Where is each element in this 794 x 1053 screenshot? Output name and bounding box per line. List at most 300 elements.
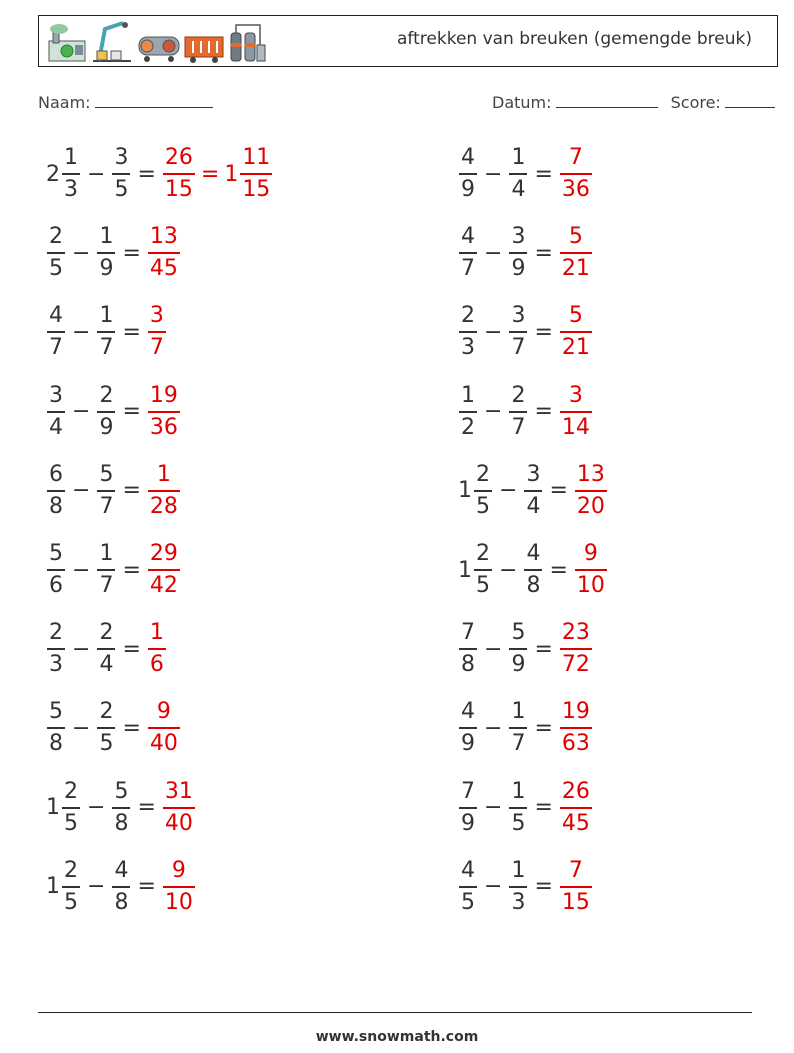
subtrahend-fraction <box>509 622 527 676</box>
subtrahend-fraction-denominator: 5 <box>114 177 129 202</box>
answer-fraction-bar <box>560 331 592 333</box>
answer-fraction <box>560 778 592 836</box>
answer <box>162 147 273 201</box>
minuend-fraction-numerator: 2 <box>64 857 78 883</box>
subtrahend-fraction-bar <box>509 727 527 729</box>
minuend-fraction-bar <box>459 252 477 254</box>
answer-fraction <box>560 857 592 915</box>
answer-fraction-numerator: 13 <box>576 461 605 487</box>
answer-fraction-numerator: 9 <box>171 857 186 883</box>
answer-fraction-numerator: 29 <box>149 541 178 566</box>
minuend-whole: 1 <box>458 557 472 583</box>
answer-fraction-numerator: 7 <box>568 145 583 170</box>
minuend-fraction-numerator: 6 <box>49 461 63 487</box>
answer-fraction-denominator: 7 <box>149 335 164 361</box>
subtrahend-fraction-numerator: 1 <box>511 778 526 804</box>
subtrahend-fraction-numerator: 1 <box>511 145 526 170</box>
minuend-fraction <box>459 701 477 755</box>
minus-sign: − <box>499 557 518 583</box>
subtrahend-fraction-bar <box>112 173 130 175</box>
answer-fraction-bar <box>148 331 166 333</box>
worksheet-title: aftrekken van breuken (gemengde breuk) <box>397 29 752 49</box>
subtrahend-fraction-numerator: 4 <box>526 541 541 566</box>
subtrahend-fraction <box>509 382 527 440</box>
equals-sign: = <box>534 636 553 662</box>
problem-item <box>458 614 593 684</box>
minuend-fraction-denominator: 9 <box>461 810 475 836</box>
minus-sign: − <box>484 399 503 425</box>
equals-sign: = <box>534 795 553 821</box>
subtrahend-fraction-bar <box>112 807 130 809</box>
subtrahend-fraction <box>509 147 527 201</box>
minuend-fraction <box>459 382 477 440</box>
minuend-fraction-numerator: 2 <box>461 303 475 329</box>
equals-sign: = <box>534 715 553 741</box>
equals-sign: = <box>122 399 141 425</box>
score-blank[interactable] <box>725 93 775 108</box>
name-blank[interactable] <box>95 93 213 108</box>
minus-sign: − <box>484 636 503 662</box>
subtrahend-fraction-denominator: 9 <box>99 256 114 282</box>
answer-mixed-fraction-bar <box>240 173 272 175</box>
date-blank[interactable] <box>556 93 658 108</box>
subtrahend-fraction-numerator: 3 <box>511 224 526 250</box>
minuend-fraction <box>459 857 477 915</box>
subtrahend-fraction-bar <box>112 886 130 888</box>
answer-fraction <box>560 226 592 280</box>
minuend-fraction-bar <box>47 727 65 729</box>
answer-fraction-bar <box>575 490 607 492</box>
minuend-fraction-denominator: 5 <box>476 573 490 598</box>
equals-sign: = <box>549 557 568 583</box>
answer-fraction <box>560 382 592 440</box>
answer <box>147 305 167 359</box>
answer <box>559 857 593 915</box>
answer-fraction-numerator: 5 <box>568 224 583 250</box>
subtrahend-fraction <box>509 226 527 280</box>
answer <box>559 147 593 201</box>
minuend-fraction-denominator: 3 <box>64 177 78 202</box>
equals-sign: = <box>137 874 156 900</box>
minuend-fraction-numerator: 5 <box>49 541 63 566</box>
minus-sign: − <box>484 319 503 345</box>
minuend-fraction-numerator: 5 <box>49 699 63 725</box>
minus-sign: − <box>72 399 91 425</box>
minuend-fraction <box>474 543 492 597</box>
answer-fraction <box>575 543 607 597</box>
minuend-fraction-denominator: 9 <box>461 731 475 757</box>
minuend-fraction-bar <box>459 331 477 333</box>
answer-fraction-denominator: 10 <box>164 889 193 915</box>
minus-sign: − <box>499 478 518 504</box>
answer-fraction-bar <box>148 648 166 650</box>
answer-fraction-numerator: 19 <box>149 382 178 408</box>
footer-url: www.snowmath.com <box>315 1029 479 1045</box>
subtrahend-fraction-numerator: 2 <box>511 382 526 408</box>
score-label: Score: <box>670 93 721 112</box>
minuend-fraction <box>62 147 80 201</box>
minus-sign: − <box>72 557 91 583</box>
answer-equals-sign: = <box>200 161 220 187</box>
answer <box>147 543 181 597</box>
subtrahend-fraction <box>524 461 542 519</box>
subtrahend-fraction-bar <box>509 886 527 888</box>
subtrahend-fraction-denominator: 7 <box>511 335 526 361</box>
answer-fraction-denominator: 42 <box>149 573 178 598</box>
subtrahend-fraction-bar <box>97 727 115 729</box>
answer-fraction-bar <box>148 727 180 729</box>
minus-sign: − <box>484 715 503 741</box>
minuend-fraction-bar <box>62 886 80 888</box>
minuend-fraction <box>62 778 80 836</box>
answer-fraction-denominator: 36 <box>561 177 590 202</box>
subtrahend-fraction <box>112 857 130 915</box>
subtrahend-fraction <box>97 461 115 519</box>
minuend-whole: 1 <box>46 874 60 900</box>
minuend-fraction-denominator: 5 <box>461 889 475 915</box>
answer-fraction <box>148 305 166 359</box>
answer-fraction-denominator: 40 <box>164 810 193 836</box>
answer <box>559 382 593 440</box>
answer-fraction <box>148 461 180 519</box>
answer <box>574 461 608 519</box>
subtrahend-fraction-denominator: 9 <box>511 652 526 678</box>
subtrahend-fraction-numerator: 3 <box>114 145 129 170</box>
header-box <box>38 15 778 67</box>
subtrahend-fraction-denominator: 4 <box>99 652 114 678</box>
answer-fraction-bar <box>148 490 180 492</box>
subtrahend-fraction-denominator: 5 <box>99 731 114 757</box>
minuend-fraction-bar <box>47 331 65 333</box>
problem-item <box>46 139 273 209</box>
minuend-fraction-bar <box>459 411 477 413</box>
answer-fraction-numerator: 9 <box>583 541 598 566</box>
subtrahend-fraction-numerator: 1 <box>99 541 114 566</box>
minuend-fraction-bar <box>62 807 80 809</box>
answer-fraction-denominator: 45 <box>561 810 590 836</box>
answer-fraction <box>148 543 180 597</box>
equals-sign: = <box>122 557 141 583</box>
minus-sign: − <box>484 161 503 187</box>
answer-fraction-numerator: 31 <box>164 778 193 804</box>
answer-fraction-denominator: 20 <box>576 493 605 519</box>
subtrahend-fraction-numerator: 2 <box>99 699 114 725</box>
equals-sign: = <box>122 240 141 266</box>
answer <box>147 701 181 755</box>
minuend-whole: 1 <box>46 795 60 821</box>
problem-item <box>458 535 608 605</box>
answer-fraction-bar <box>148 411 180 413</box>
subtrahend-fraction-bar <box>97 648 115 650</box>
minuend-fraction-bar <box>459 886 477 888</box>
subtrahend-fraction-numerator: 5 <box>114 778 129 804</box>
answer-mixed-whole: 1 <box>224 161 239 187</box>
answer <box>559 778 593 836</box>
answer <box>162 778 196 836</box>
minuend-fraction <box>47 305 65 359</box>
subtrahend-fraction <box>112 147 130 201</box>
equals-sign: = <box>534 240 553 266</box>
answer-fraction <box>560 622 592 676</box>
subtrahend-fraction-numerator: 1 <box>99 303 114 329</box>
answer-fraction-bar <box>148 252 180 254</box>
answer-mixed-fraction <box>240 147 272 201</box>
subtrahend-fraction-numerator: 3 <box>511 303 526 329</box>
subtrahend-fraction-denominator: 4 <box>511 177 526 202</box>
answer-fraction-denominator: 72 <box>561 652 590 678</box>
problem-item <box>458 456 608 526</box>
subtrahend-fraction-numerator: 1 <box>511 857 526 883</box>
answer-fraction-denominator: 15 <box>561 889 590 915</box>
answer-fraction-denominator: 6 <box>149 652 164 678</box>
subtrahend-fraction <box>524 543 542 597</box>
answer-fraction-numerator: 5 <box>568 303 583 329</box>
minuend-fraction-bar <box>62 173 80 175</box>
subtrahend-fraction-denominator: 7 <box>99 573 114 598</box>
minuend-fraction <box>47 461 65 519</box>
minuend-fraction <box>459 147 477 201</box>
answer-fraction-numerator: 19 <box>561 699 590 725</box>
answer-fraction-denominator: 15 <box>164 177 193 202</box>
subtrahend-fraction-bar <box>509 807 527 809</box>
equals-sign: = <box>122 319 141 345</box>
subtrahend-fraction <box>97 701 115 755</box>
equals-sign: = <box>534 319 553 345</box>
minuend-fraction-denominator: 9 <box>461 177 475 202</box>
minuend-fraction-bar <box>47 569 65 571</box>
answer <box>147 461 181 519</box>
subtrahend-fraction-bar <box>97 569 115 571</box>
minus-sign: − <box>484 240 503 266</box>
answer-fraction-denominator: 63 <box>561 731 590 757</box>
answer-fraction <box>148 226 180 280</box>
answer-fraction-bar <box>560 727 592 729</box>
answer-fraction-numerator: 26 <box>164 145 193 170</box>
minuend-fraction-bar <box>459 648 477 650</box>
equals-sign: = <box>137 795 156 821</box>
problem-item <box>458 139 593 209</box>
subtrahend-fraction <box>97 382 115 440</box>
subtrahend-fraction-denominator: 7 <box>99 493 114 519</box>
minuend-fraction-numerator: 7 <box>461 620 475 646</box>
answer-fraction <box>560 305 592 359</box>
minuend-fraction-bar <box>47 252 65 254</box>
answer <box>574 543 608 597</box>
subtrahend-fraction-bar <box>97 490 115 492</box>
minuend-fraction-bar <box>474 490 492 492</box>
minuend-fraction-numerator: 4 <box>461 699 475 725</box>
minuend-fraction-numerator: 2 <box>476 541 490 566</box>
answer-fraction <box>163 147 195 201</box>
subtrahend-fraction-bar <box>509 331 527 333</box>
subtrahend-fraction <box>97 543 115 597</box>
answer-fraction <box>575 461 607 519</box>
minuend-fraction-denominator: 5 <box>64 889 78 915</box>
minuend-fraction-bar <box>47 411 65 413</box>
answer-fraction <box>148 382 180 440</box>
minuend-fraction-denominator: 8 <box>49 731 63 757</box>
answer-fraction-bar <box>163 886 195 888</box>
subtrahend-fraction-denominator: 4 <box>526 493 541 519</box>
answer-fraction <box>163 778 195 836</box>
minuend-fraction <box>459 778 477 836</box>
subtrahend-fraction <box>509 305 527 359</box>
minuend-fraction-bar <box>459 727 477 729</box>
minuend-fraction <box>47 543 65 597</box>
minuend-fraction <box>47 622 65 676</box>
minuend-fraction-denominator: 7 <box>461 256 475 282</box>
subtrahend-fraction-denominator: 8 <box>114 810 129 836</box>
minuend-fraction-denominator: 5 <box>64 810 78 836</box>
subtrahend-fraction-numerator: 1 <box>511 699 526 725</box>
name-label: Naam: <box>38 93 91 112</box>
minuend-fraction-denominator: 8 <box>49 493 63 519</box>
subtrahend-fraction <box>509 701 527 755</box>
answer <box>147 382 181 440</box>
equals-sign: = <box>122 636 141 662</box>
answer-fraction <box>560 701 592 755</box>
answer-fraction-denominator: 21 <box>561 256 590 282</box>
subtrahend-fraction-bar <box>509 648 527 650</box>
problem-item <box>46 377 181 447</box>
answer-fraction <box>560 147 592 201</box>
subtrahend-fraction-denominator: 3 <box>511 889 526 915</box>
minuend-fraction-numerator: 4 <box>461 224 475 250</box>
subtrahend-fraction-denominator: 8 <box>114 889 129 915</box>
minus-sign: − <box>72 715 91 741</box>
answer-fraction-bar <box>560 886 592 888</box>
minuend-fraction <box>459 305 477 359</box>
subtrahend-fraction <box>509 778 527 836</box>
subtrahend-fraction <box>97 305 115 359</box>
minuend-fraction-bar <box>474 569 492 571</box>
subtrahend-fraction-bar <box>524 569 542 571</box>
minuend-fraction <box>47 701 65 755</box>
minuend-fraction-denominator: 5 <box>476 493 490 519</box>
minuend-fraction-bar <box>459 807 477 809</box>
subtrahend-fraction-bar <box>509 252 527 254</box>
subtrahend-fraction-denominator: 7 <box>511 731 526 757</box>
minuend-fraction-denominator: 4 <box>49 414 63 440</box>
equals-sign: = <box>534 399 553 425</box>
answer-fraction-denominator: 45 <box>149 256 178 282</box>
answer-fraction-numerator: 1 <box>156 461 171 487</box>
answer-fraction-denominator: 10 <box>576 573 605 598</box>
subtrahend-fraction-denominator: 8 <box>526 573 541 598</box>
subtrahend-fraction <box>112 778 130 836</box>
subtrahend-fraction-numerator: 4 <box>114 857 129 883</box>
equals-sign: = <box>122 478 141 504</box>
minus-sign: − <box>87 874 106 900</box>
answer-fraction-numerator: 26 <box>561 778 590 804</box>
name-field <box>38 93 213 112</box>
minuend-fraction <box>474 461 492 519</box>
problem-item <box>46 535 181 605</box>
subtrahend-fraction-numerator: 1 <box>99 224 114 250</box>
answer-fraction-numerator: 3 <box>149 303 164 329</box>
minuend-fraction-numerator: 3 <box>49 382 63 408</box>
footer-divider <box>38 1012 752 1013</box>
minus-sign: − <box>72 319 91 345</box>
minuend-whole: 2 <box>46 161 60 187</box>
subtrahend-fraction-bar <box>97 331 115 333</box>
subtrahend-fraction-denominator: 7 <box>99 335 114 361</box>
problem-item <box>458 218 593 288</box>
answer-fraction-bar <box>148 569 180 571</box>
equals-sign: = <box>549 478 568 504</box>
minuend-fraction-denominator: 5 <box>49 256 63 282</box>
minus-sign: − <box>87 161 106 187</box>
answer <box>559 622 593 676</box>
subtrahend-fraction-denominator: 7 <box>511 414 526 440</box>
answer-fraction-numerator: 13 <box>149 224 178 250</box>
industry-logo-icon <box>45 21 267 63</box>
minuend-fraction-bar <box>459 173 477 175</box>
problem-item <box>458 693 593 763</box>
minuend-fraction-numerator: 7 <box>461 778 475 804</box>
minuend-fraction-numerator: 2 <box>49 224 63 250</box>
minuend-fraction <box>47 226 65 280</box>
answer-fraction-denominator: 36 <box>149 414 178 440</box>
answer-mixed-fraction-numerator: 11 <box>242 145 271 170</box>
minuend-fraction <box>459 622 477 676</box>
answer <box>147 622 167 676</box>
problem-item <box>46 218 181 288</box>
answer-fraction-numerator: 1 <box>149 620 164 646</box>
equals-sign: = <box>534 874 553 900</box>
answer-fraction-numerator: 9 <box>156 699 171 725</box>
answer <box>147 226 181 280</box>
subtrahend-fraction-bar <box>524 490 542 492</box>
minuend-fraction-numerator: 4 <box>461 857 475 883</box>
answer-fraction-bar <box>575 569 607 571</box>
subtrahend-fraction-numerator: 2 <box>99 620 114 646</box>
answer-fraction-bar <box>163 807 195 809</box>
subtrahend-fraction-numerator: 2 <box>99 382 114 408</box>
subtrahend-fraction <box>509 857 527 915</box>
problem-item <box>46 773 196 843</box>
answer <box>559 701 593 755</box>
minuend-fraction-numerator: 4 <box>461 145 475 170</box>
answer-fraction <box>163 857 195 915</box>
equals-sign: = <box>137 161 156 187</box>
minuend-fraction-denominator: 3 <box>461 335 475 361</box>
minuend-whole: 1 <box>458 478 472 504</box>
answer <box>559 226 593 280</box>
answer-fraction-bar <box>560 648 592 650</box>
problem-item <box>458 297 593 367</box>
answer-fraction-denominator: 14 <box>561 414 590 440</box>
date-score-fields <box>492 93 775 112</box>
problem-item <box>46 852 196 922</box>
subtrahend-fraction-denominator: 5 <box>511 810 526 836</box>
answer-fraction-denominator: 40 <box>149 731 178 757</box>
subtrahend-fraction-bar <box>509 173 527 175</box>
answer-fraction-numerator: 7 <box>568 857 583 883</box>
subtrahend-fraction <box>97 622 115 676</box>
minuend-fraction-denominator: 3 <box>49 652 63 678</box>
minuend-fraction-bar <box>47 648 65 650</box>
answer-fraction <box>148 622 166 676</box>
minuend-fraction <box>459 226 477 280</box>
answer-fraction-bar <box>560 173 592 175</box>
problem-item <box>458 773 593 843</box>
answer <box>162 857 196 915</box>
minus-sign: − <box>87 795 106 821</box>
problem-item <box>46 614 167 684</box>
problem-item <box>46 297 167 367</box>
answer-fraction-denominator: 28 <box>149 493 178 519</box>
